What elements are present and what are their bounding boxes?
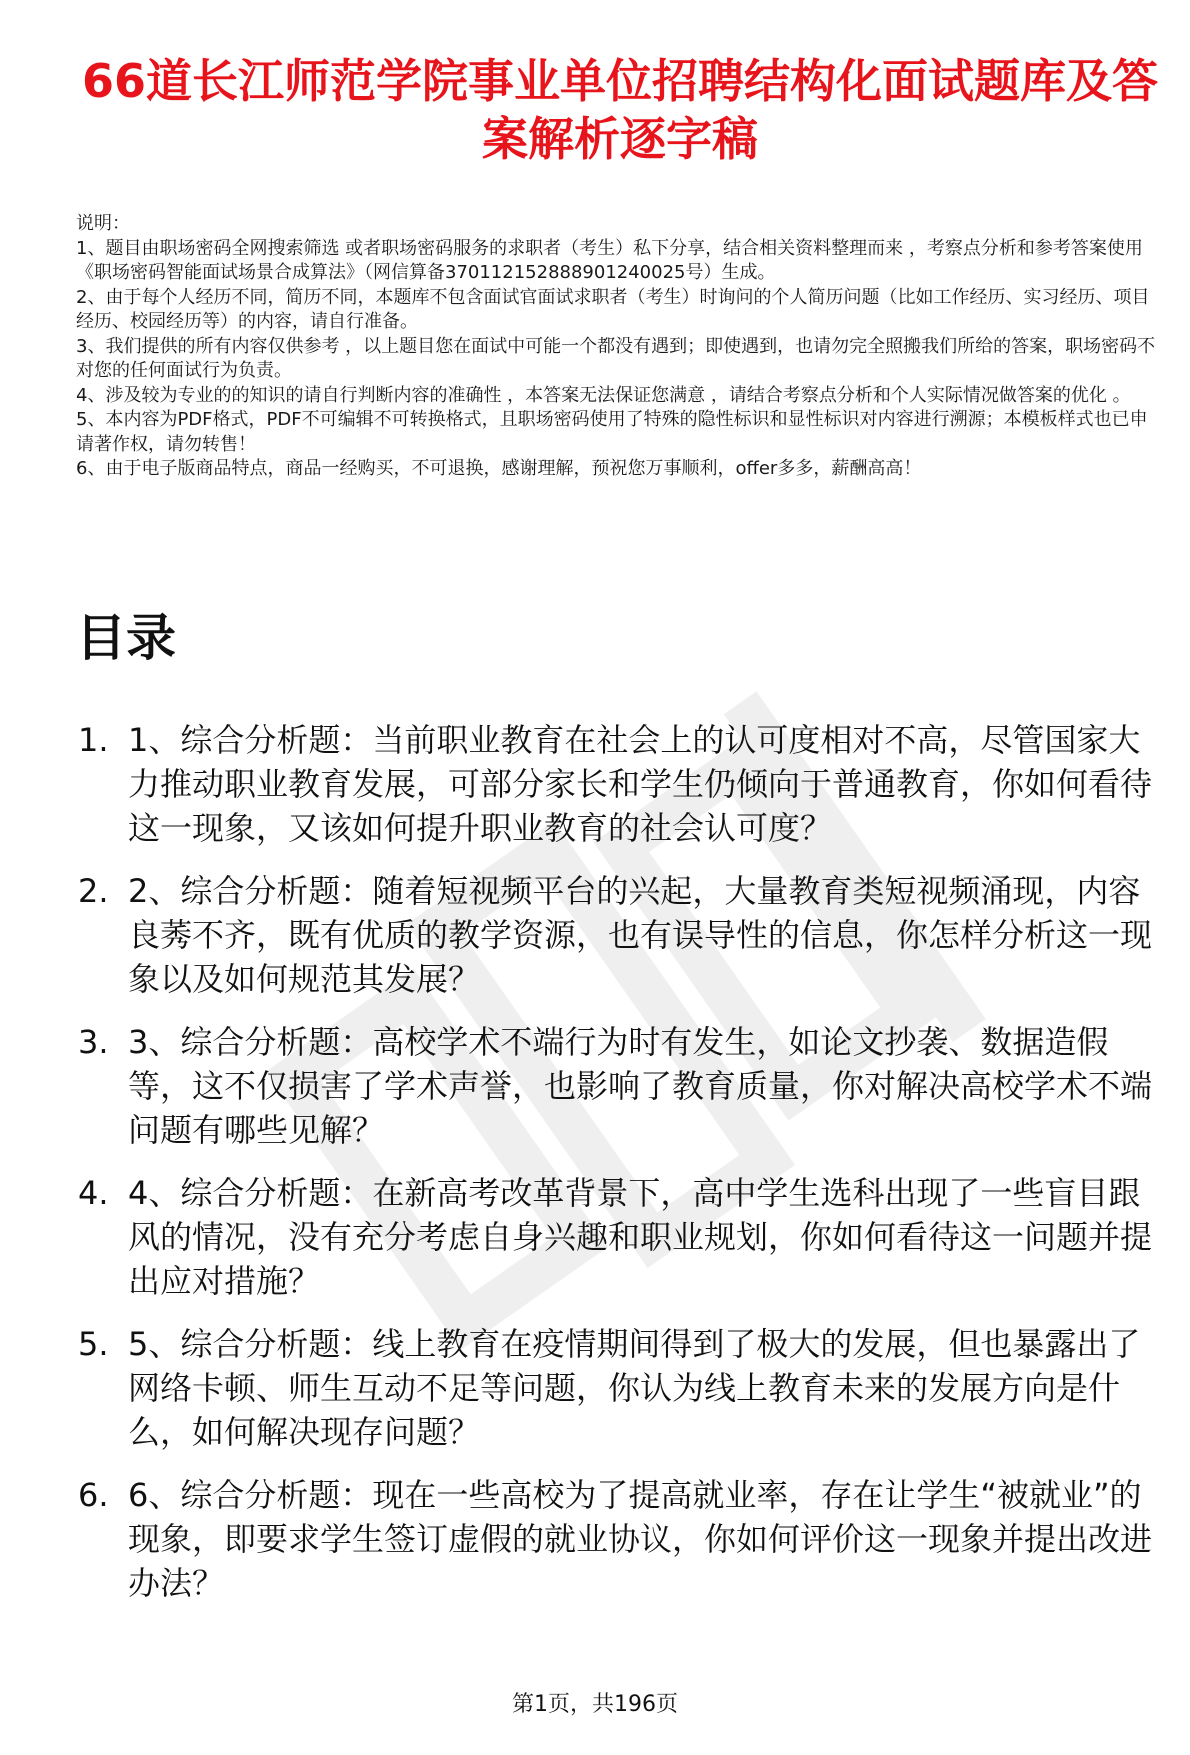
toc-item-number: 1. [78, 721, 109, 759]
toc-item-number: 4. [78, 1174, 109, 1212]
notes-item: 4、涉及较为专业的的知识的请自行判断内容的准确性 ，本答案无法保证您满意 ，请结合考察点分析和个人实际情况做答案的优化 。 [76, 384, 1131, 406]
toc-item-number: 3. [78, 1023, 109, 1061]
toc-heading: 目录 [76, 609, 176, 667]
page-footer: 第1页，共196页 [512, 1692, 678, 1717]
notes-section [76, 212, 1162, 482]
toc-item[interactable] [78, 1473, 1168, 1605]
toc-item-text: 3、综合分析题：高校学术不端行为时有发生，如论文抄袭、数据造假等，这不仅损害了学术声誉，也影响了教育质量，你对解决高校学术不端问题有哪些见解？ [128, 1023, 1153, 1149]
notes-item: 1、题目由职场密码全网搜索筛选 或者职场密码服务的求职者（考生）私下分享，结合相关资料整理而来 ，考察点分析和参考答案使用《职场密码智能面试场景合成算法》（网信算备370112152888901240025号）生成。 [76, 237, 1143, 283]
toc-item[interactable] [78, 869, 1168, 1001]
toc-item-number: 2. [78, 872, 109, 910]
toc-item-number: 6. [78, 1476, 109, 1514]
toc-item[interactable] [78, 1020, 1168, 1152]
notes-item: 5、本内容为PDF格式，PDF不可编辑不可转换格式，且职场密码使用了特殊的隐性标识和显性标识对内容进行溯源；本模板样式也已申请著作权，请勿转售！ [76, 409, 1148, 455]
toc-item-text: 2、综合分析题：随着短视频平台的兴起，大量教育类短视频涌现，内容良莠不齐，既有优质的教学资源，也有误导性的信息，你怎样分析这一现象以及如何规范其发展？ [128, 872, 1153, 998]
notes-item: 6、由于电子版商品特点，商品一经购买，不可退换，感谢理解，预祝您万事顺利，offer多多，薪酬高高！ [76, 458, 922, 479]
toc-item-text: 6、综合分析题：现在一些高校为了提高就业率，存在让学生“被就业”的现象，即要求学生签订虚假的就业协议，你如何评价这一现象并提出改进办法？ [128, 1476, 1153, 1602]
toc-item[interactable] [78, 1322, 1168, 1454]
toc-item-text: 5、综合分析题：线上教育在疫情期间得到了极大的发展，但也暴露出了网络卡顿、师生互动不足等问题，你认为线上教育未来的发展方向是什么，如何解决现存问题？ [128, 1325, 1141, 1451]
notes-item: 3、我们提供的所有内容仅供参考 ，以上题目您在面试中可能一个都没有遇到；即使遇到，也请勿完全照搬我们所给的答案，职场密码不对您的任何面试行为负责。 [76, 335, 1156, 381]
notes-heading: 说明： [76, 213, 130, 234]
toc-item-number: 5. [78, 1325, 109, 1363]
document-title: 66道长江师范学院事业单位招聘结构化面试题库及答案解析逐字稿 [81, 54, 1158, 166]
toc-item-text: 4、综合分析题：在新高考改革背景下，高中学生选科出现了一些盲目跟风的情况，没有充分考虑自身兴趣和职业规划，你如何看待这一问题并提出应对措施？ [128, 1174, 1153, 1300]
toc-list [78, 718, 1168, 1624]
toc-item[interactable] [78, 718, 1168, 850]
notes-item: 2、由于每个人经历不同，简历不同，本题库不包含面试官面试求职者（考生）时询问的个人简历问题（比如工作经历、实习经历、项目经历、校园经历等）的内容，请自行准备。 [76, 286, 1150, 332]
toc-item[interactable] [78, 1171, 1168, 1303]
toc-item-text: 1、综合分析题：当前职业教育在社会上的认可度相对不高，尽管国家大力推动职业教育发展，可部分家长和学生仍倾向于普通教育，你如何看待这一现象，又该如何提升职业教育的社会认可度？ [128, 721, 1153, 847]
